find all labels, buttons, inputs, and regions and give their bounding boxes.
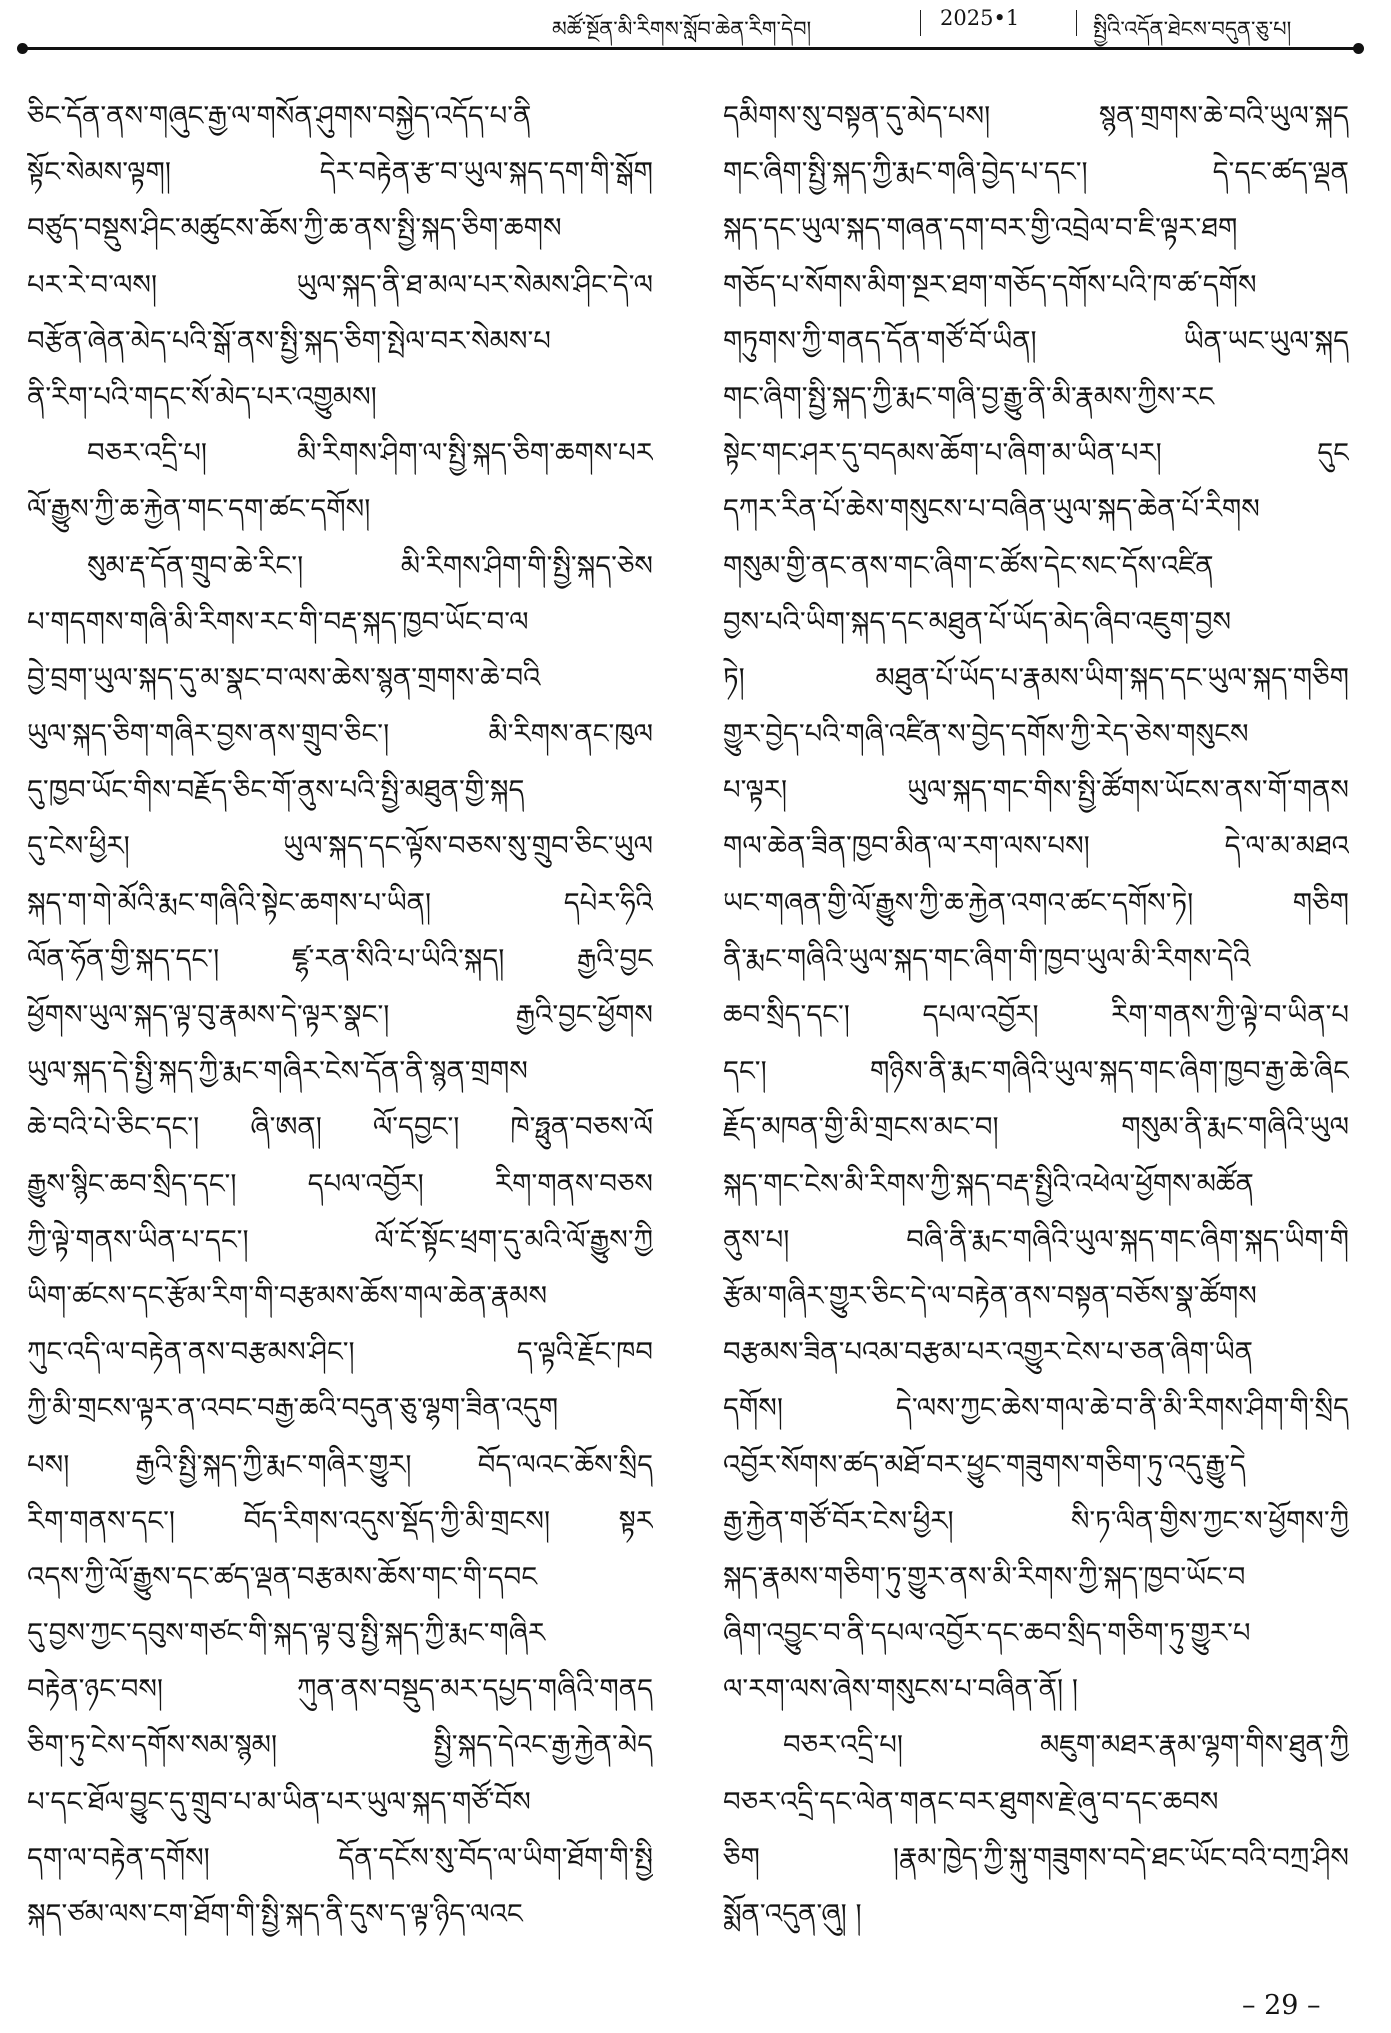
text-line: ཕྱོགས་ཡུལ་སྐད་ལྟ་བུ་རྣམས་དེ་ལྟར་སྣང་། རྒྱའི་བྱང་ཕྱོགས [27, 999, 653, 1031]
running-header [0, 0, 1391, 60]
text-line: བརྩོན་ཞེན་མེད་པའི་སྒོ་ནས་སྤྱི་སྐད་ཅིག་སྤེལ་བར་སེམས་པ [27, 324, 551, 357]
rule-endpoint-dot [17, 43, 28, 54]
text-line: ནི་རིག་པའི་གདང་སོ་མེད་པར་འགྱུམས། [27, 380, 377, 413]
text-line: སུམ་རྡ་དོན་གྲུབ་ཆེ་རིང་། མི་རིགས་ཤིག་གི་སྤྱི་སྐད་ཅེས [87, 549, 653, 582]
text-line: ཆབ་སྲིད་དང་། དཔལ་འབྱོར། རིག་གནས་ཀྱི་ལྟེ་བ་ཡིན་པ [723, 999, 1349, 1031]
text-line: དུ་ངེས་ཕྱིར། ཡུལ་སྐད་དང་ལྟོས་བཅས་སུ་གྲུབ་ཅིང་ཡུལ [27, 830, 653, 863]
text-line: ཅིང་དོན་ནས་གཞུང་རྒྱ་ལ་གསོན་ཤུགས་བསྐྱེད་འདོད་པ་ནི [27, 100, 532, 132]
right-text-column [723, 88, 1349, 1942]
text-line: འདས་ཀྱི་ལོ་རྒྱུས་དང་ཚད་ལྡན་བརྩམས་ཆོས་གང་གི་དབང [27, 1560, 538, 1593]
text-line: ཀྱི་མི་གྲངས་ལྟར་ན་འབང་བརྒྱ་ཆའི་བདུན་ཅུ་ལྷག་ཟིན་འདུག [27, 1392, 559, 1425]
text-line: ཅིག་ཏུ་ངེས་དགོས་སམ་སྙམ། སྤྱི་སྐད་དེའང་རྒྱ་རྐྱེན་མེད [27, 1729, 653, 1762]
text-line: གང་ཞིག་སྤྱི་སྐད་ཀྱི་རྨང་གཞི་བྱེད་པ་དང་། དེ་དང་ཚད་ལྡན [723, 156, 1349, 189]
text-line: དུ་ཁྱབ་ཡོང་གིས་བརྗོད་ཅིང་གོ་ནུས་པའི་སྤྱི་མཐུན་གྱི་སྐད [27, 774, 525, 807]
header-rule [20, 47, 1361, 50]
text-line: རྒྱ་རྐྱེན་གཙོ་བོར་ངེས་ཕྱིར། སི་ཏ་ལིན་གྱིས་ཀྱང་ས་ཕྱོགས་ཀྱི [723, 1504, 1349, 1537]
header-separator [1076, 10, 1077, 36]
text-line: ཡང་གཞན་གྱི་ལོ་རྒྱུས་ཀྱི་ཆ་རྐྱེན་འགའ་ཚང་དགོས་ཏེ། གཅིག [723, 886, 1349, 919]
text-line: རྒྱུས་སྙིང་ཆབ་སྲིད་དང་། དཔལ་འབྱོར། རིག་གནས་བཅས [27, 1167, 653, 1200]
text-line: སྐད་གང་ངེས་མི་རིགས་ཀྱི་སྐད་བརྡ་སྤྱིའི་འཕེལ་ཕྱོགས་མཚོན [723, 1167, 1254, 1200]
text-line: ནུས་པ། བཞི་ནི་རྨང་གཞིའི་ཡུལ་སྐད་གང་ཞིག་སྐད་ཡིག་གི [723, 1223, 1349, 1256]
text-line: དུ་བྱས་ཀྱང་དབུས་གཙང་གི་སྐད་ལྟ་བུ་སྤྱི་སྐད་ཀྱི་རྨང་གཞིར [27, 1617, 546, 1650]
journal-title: མཚོ་སྔོན་མི་རིགས་སློབ་ཆེན་རིག་དེབ། [552, 17, 812, 41]
text-line: དང་། གཉིས་ནི་རྨང་གཞིའི་ཡུལ་སྐད་གང་ཞིག་ཁྱབ་རྒྱ་ཆེ་ཞིང [723, 1055, 1349, 1088]
text-line: སྐད་དང་ཡུལ་སྐད་གཞན་དག་བར་གྱི་འབྲེལ་བ་ཇི་ལྟར་ཐག [723, 212, 1238, 245]
text-line: ཏེ། མཐུན་པོ་ཡོད་པ་རྣམས་ཡིག་སྐད་དང་ཡུལ་སྐད་གཅིག [723, 661, 1349, 694]
text-line: བཙུད་བསྡུས་ཤིང་མཚུངས་ཆོས་ཀྱི་ཆ་ནས་སྤྱི་སྐད་ཅིག་ཆགས [27, 212, 562, 245]
text-line: ལ་རག་ལས་ཞེས་གསུངས་པ་བཞིན་ནོ། ། [723, 1673, 1078, 1706]
text-line: བྱེ་བྲག་ཡུལ་སྐད་དུ་མ་སྣང་བ་ལས་ཆེས་སྙན་གྲགས་ཆེ་བའི [27, 661, 541, 694]
text-line: རྩོམ་གཞིར་གྱུར་ཅིང་དེ་ལ་བརྟེན་ནས་བསྟན་བཅོས་སྣ་ཚོགས [723, 1279, 1257, 1312]
rule-endpoint-dot [1353, 43, 1364, 54]
text-line: ཀྱི་ལྟེ་གནས་ཡིན་པ་དང་། ལོ་ངོ་སྟོང་ཕྲག་དུ་མའི་ལོ་རྒྱུས་ཀྱི [27, 1223, 653, 1256]
text-line: གཅོད་པ་སོགས་མིག་སྔར་ཐག་གཅོད་དགོས་པའི་ཁ་ཚ་དགོས [723, 268, 1257, 301]
text-line: སྟོང་སེམས་ལྟག། དེར་བརྟེན་རྩ་བ་ཡུལ་སྐད་དག་གི་སྒོག [27, 156, 653, 189]
section-title: སྤྱིའི་འདོན་ཐེངས་བདུན་ཅུ་པ། [1093, 17, 1292, 41]
text-line: ཡུལ་སྐད་དེ་སྤྱི་སྐད་ཀྱི་རྨང་གཞིར་ངེས་དོན་ནི་སྙན་གྲགས [27, 1055, 528, 1088]
text-line: སྟེང་གང་ཤར་དུ་བདམས་ཆོག་པ་ཞིག་མ་ཡིན་པར། དུང [723, 437, 1349, 470]
text-line: སྐད་ག་གེ་མོའི་རྨང་གཞིའི་སྟེང་ཆགས་པ་ཡིན། དཔེར་ཧིའི [27, 886, 653, 919]
text-line: པ་གདགས་གཞི་མི་རིགས་རང་གི་བརྡ་སྐད་ཁྱབ་ཡོང་བ་ལ [27, 605, 529, 638]
text-line: སྨོན་འདུན་ཞུ། ། [723, 1898, 862, 1930]
text-line: བཅར་འདྲི་པ། མཇུག་མཐར་རྣམ་ལྷག་གིས་ཐུན་ཀྱི [783, 1729, 1349, 1762]
text-line: གྱུར་བྱེད་པའི་གཞི་འཛིན་ས་བྱེད་དགོས་ཀྱི་རེད་ཅེས་གསུངས [723, 718, 1249, 751]
text-line: ཅིག །རྣམ་ཁྱེད་ཀྱི་སྐུ་གཟུགས་བདེ་ཐང་ཡོང་བའི་བཀྲ་ཤིས [723, 1841, 1349, 1874]
text-line: དག་ལ་བརྟེན་དགོས། དོན་དངོས་སུ་བོད་ལ་ཡིག་ཐོག་གི་སྤྱི [27, 1841, 653, 1874]
text-line: གསུམ་གྱི་ནང་ནས་གང་ཞིག་ང་ཚོས་དེང་སང་དོས་འཛིན [723, 549, 1214, 582]
text-line: བཅར་འདྲི་པ། མི་རིགས་ཤིག་ལ་སྤྱི་སྐད་ཅིག་ཆགས་པར [87, 437, 653, 470]
text-line: ཀུང་འདི་ལ་བརྟེན་ནས་བརྩམས་ཤིང་། ད་ལྟའི་རྗོང་ཁབ [27, 1336, 653, 1369]
text-line: བཅར་འདྲི་དང་ལེན་གནང་བར་ཐུགས་རྗེ་ཞུ་བ་དང་ཆབས [723, 1785, 1219, 1818]
text-line: ནི་རྨང་གཞིའི་ཡུལ་སྐད་གང་ཞིག་གི་ཁྱབ་ཡུལ་མི་རིགས་དེའི [723, 942, 1251, 975]
text-line: ལོ་རྒྱུས་ཀྱི་ཆ་རྐྱེན་གང་དག་ཚང་དགོས། [27, 493, 371, 526]
left-text-column [27, 88, 653, 1942]
text-line: འབྱོར་སོགས་ཚད་མཐོ་བར་ཕྱུང་གཟུགས་གཅིག་ཏུ་འདུ་རྒྱུ་དེ [723, 1448, 1246, 1481]
text-line: ལོན་ཧོན་གྱི་སྐད་དང་། ཛྷ་རན་སིའི་པ་ཡིའི་སྐད། རྒྱའི་བྱང [27, 942, 653, 975]
text-line: གང་ཞིག་སྤྱི་སྐད་ཀྱི་རྨང་གཞི་བྱ་རྒྱུ་ནི་མི་རྣམས་ཀྱིས་རང [723, 380, 1215, 413]
text-line: ཆེ་བའི་པེ་ཅིང་དང་། ཞི་ཨན། ལོ་དབྱང་། ཁེ་ཧྥུན་བཅས་ལོ [27, 1111, 653, 1144]
text-line: རྗོད་མཁན་གྱི་མི་གྲངས་མང་བ། གསུམ་ནི་རྨང་གཞིའི་ཡུལ [723, 1111, 1349, 1144]
text-line: པ་ལྟར། ཡུལ་སྐད་གང་གིས་སྤྱི་ཚོགས་ཡོངས་ནས་གོ་གནས [723, 774, 1349, 807]
issue-number: 2025•1 [940, 6, 1020, 30]
text-line: པ་དང་ཐོལ་བྱུང་དུ་གྲུབ་པ་མ་ཡིན་པར་ཡུལ་སྐད་གཙོ་བོས [27, 1785, 531, 1818]
text-line: ཡིག་ཚངས་དང་རྩོམ་རིག་གི་བརྩམས་ཆོས་གལ་ཆེན་རྣམས [27, 1279, 548, 1312]
text-line: རིག་གནས་དང་། བོད་རིགས་འདུས་སྡོད་ཀྱི་མི་གྲངས། སྟར [27, 1504, 653, 1537]
text-line: དམིགས་སུ་བསྟན་དུ་མེད་པས། སྙན་གྲགས་ཆེ་བའི་ཡུལ་སྐད [723, 100, 1349, 132]
text-line: དཀར་རིན་པོ་ཆེས་གསུངས་པ་བཞིན་ཡུལ་སྐད་ཆེན་པོ་རིགས [723, 493, 1260, 526]
text-line: བརྟེན་ཉང་བས། ཀུན་ནས་བསྡུད་མར་དཔྱད་གཞིའི་གནད [27, 1673, 653, 1706]
text-line: གཏུགས་ཀྱི་གནད་དོན་གཙོ་བོ་ཡིན། ཡིན་ཡང་ཡུལ་སྐད [723, 324, 1349, 357]
text-line: དགོས། དེ་ལས་ཀྱང་ཆེས་གལ་ཆེ་བ་ནི་མི་རིགས་ཤིག་གི་སྲིད [723, 1392, 1349, 1425]
text-line: ཞིག་འབྱུང་བ་ནི་དཔལ་འབྱོར་དང་ཆབ་སྲིད་གཅིག་ཏུ་གྱུར་པ [723, 1617, 1251, 1650]
text-line: གལ་ཆེན་ཟིན་ཁྱབ་མིན་ལ་རག་ལས་པས། དེ་ལ་མ་མཐའ [723, 830, 1349, 863]
text-line: ཡུལ་སྐད་ཅིག་གཞིར་བྱས་ནས་གྲུབ་ཅིང་། མི་རིགས་ནང་ཁུལ [27, 718, 653, 751]
page-number: – 29 – [1242, 1990, 1321, 2021]
text-line: པས། རྒྱའི་སྤྱི་སྐད་ཀྱི་རྨང་གཞིར་གྱུར། བོད་ལའང་ཆོས་སྲིད [27, 1448, 653, 1481]
text-line: བརྩམས་ཟིན་པའམ་བརྩམ་པར་འགྱུར་ངེས་པ་ཅན་ཞིག་ཡིན [723, 1336, 1254, 1369]
text-line: སྐད་ཙམ་ལས་ངག་ཐོག་གི་སྤྱི་སྐད་ནི་དུས་ད་ལྟ་ཉིད་ལའང [27, 1898, 523, 1930]
text-line: སྐད་རྣམས་གཅིག་ཏུ་གྱུར་ནས་མི་རིགས་ཀྱི་སྐད་ཁྱབ་ཡོང་བ [723, 1560, 1246, 1593]
header-separator [920, 10, 921, 36]
text-line: པར་རེ་བ་ལས། ཡུལ་སྐད་ནི་ཐ་མལ་པར་སེམས་ཤིང་དེ་ལ [27, 268, 653, 301]
text-line: བྱས་པའི་ཡིག་སྐད་དང་མཐུན་པོ་ཡོད་མེད་ཞིབ་འཇུག་བྱས [723, 605, 1232, 638]
